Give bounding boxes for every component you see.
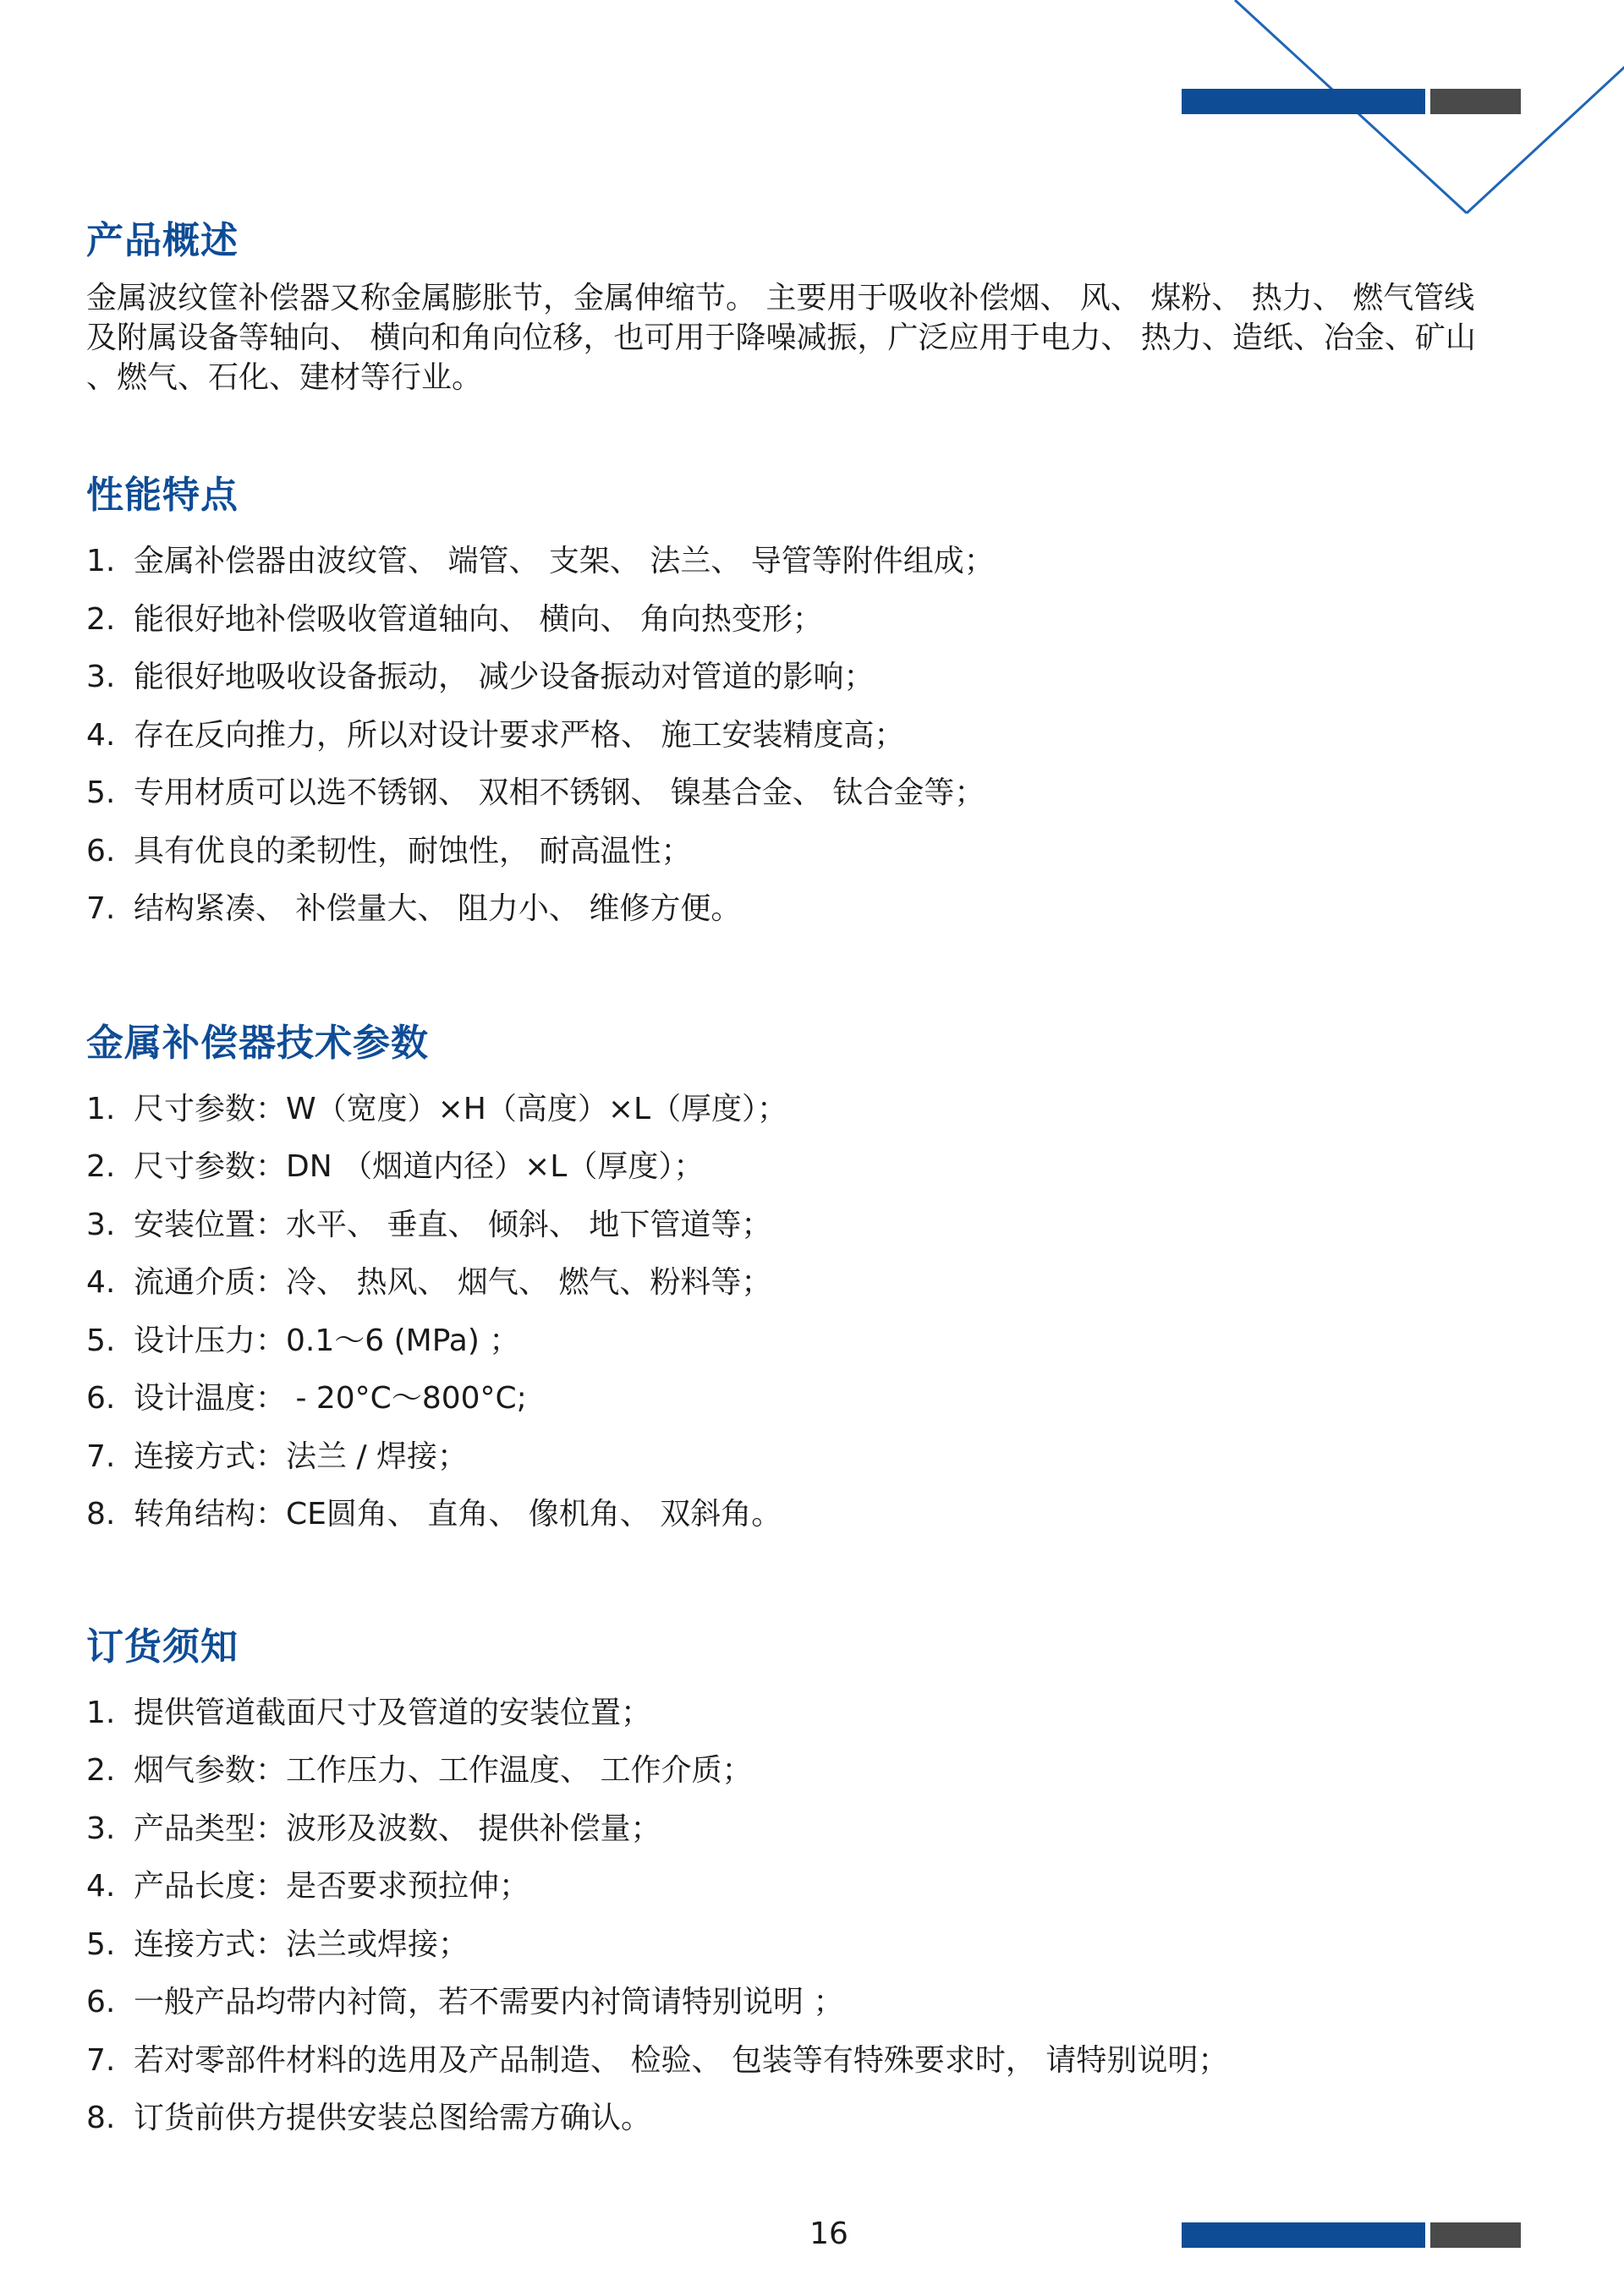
header-gray-bar <box>1430 89 1521 114</box>
section-ordering <box>86 1622 1575 2148</box>
item-text: 产品长度：是否要求预拉伸； <box>134 1869 530 1904</box>
item-number: 6. <box>86 1381 116 1416</box>
item-text: 连接方式：法兰或焊接； <box>134 1926 469 1962</box>
item-text: 安装位置：水平、 垂直、 倾斜、 地下管道等； <box>134 1207 772 1242</box>
list-item <box>86 1974 1575 2032</box>
item-number: 1. <box>86 1695 116 1730</box>
section-overview <box>86 216 1575 397</box>
item-text: 产品类型：波形及波数、 提供补偿量； <box>134 1811 661 1846</box>
list-item <box>86 1138 1575 1197</box>
list-item <box>86 1312 1575 1371</box>
page-content <box>86 216 1575 2148</box>
section-title-overview: 产品概述 <box>86 219 239 262</box>
item-text: 烟气参数：工作压力、工作温度、 工作介质； <box>134 1753 753 1788</box>
ordering-list <box>86 1685 1575 2148</box>
header-blue-bar <box>1182 89 1425 114</box>
list-item <box>86 764 1575 823</box>
list-item <box>86 1742 1575 1800</box>
item-text: 存在反向推力，所以对设计要求严格、 施工安装精度高； <box>134 717 905 753</box>
item-text: 提供管道截面尺寸及管道的安装位置； <box>134 1695 652 1730</box>
item-number: 5. <box>86 775 116 810</box>
item-text: 设计压力：0.1～6 (MPa) ； <box>134 1323 520 1358</box>
features-list <box>86 533 1575 939</box>
list-item <box>86 880 1575 939</box>
item-text: 转角结构：CE圆角、 直角、 像机角、 双斜角。 <box>134 1497 782 1532</box>
item-number: 1. <box>86 1091 116 1126</box>
list-item <box>86 2090 1575 2148</box>
list-item <box>86 1858 1575 1916</box>
page-number: 16 <box>809 2217 848 2251</box>
list-item <box>86 533 1575 591</box>
item-number: 4. <box>86 1265 116 1300</box>
header-diagonal-line-right <box>1467 66 1624 213</box>
item-number: 2. <box>86 1753 116 1788</box>
item-number: 1. <box>86 544 116 578</box>
list-item <box>86 1197 1575 1255</box>
item-text: 能很好地吸收设备振动， 减少设备振动对管道的影响； <box>134 660 875 694</box>
item-text: 金属补偿器由波纹管、 端管、 支架、 法兰、 导管等附件组成； <box>134 544 995 578</box>
section-features <box>86 470 1575 939</box>
item-number: 2. <box>86 601 116 637</box>
item-text: 结构紧凑、 补偿量大、 阻力小、 维修方便。 <box>134 891 742 926</box>
item-text: 专用材质可以选不锈钢、 双相不锈钢、 镍基合金、 钛合金等； <box>134 775 985 810</box>
list-item <box>86 1254 1575 1312</box>
item-number: 4. <box>86 717 116 753</box>
item-number: 6. <box>86 1985 116 2019</box>
item-number: 8. <box>86 2101 116 2135</box>
section-title-features: 性能特点 <box>86 474 239 517</box>
item-number: 2. <box>86 1149 116 1184</box>
overview-paragraph <box>86 278 1575 397</box>
list-item <box>86 591 1575 649</box>
item-text: 尺寸参数：W（宽度）×H（高度）×L（厚度）； <box>134 1091 788 1126</box>
item-text: 设计温度： - 20°C～800°C; <box>134 1381 527 1416</box>
item-text: 具有优良的柔韧性，耐蚀性， 耐高温性； <box>134 833 692 869</box>
list-item <box>86 823 1575 881</box>
parameters-list <box>86 1081 1575 1544</box>
section-spacer <box>86 397 1575 470</box>
list-item <box>86 1486 1575 1544</box>
section-title-ordering: 订货须知 <box>86 1625 239 1669</box>
list-item <box>86 1800 1575 1859</box>
item-number: 5. <box>86 1926 116 1962</box>
overview-line: 、燃气、石化、建材等行业。 <box>86 360 483 395</box>
list-item <box>86 1081 1575 1139</box>
item-number: 3. <box>86 1207 116 1242</box>
list-item <box>86 1916 1575 1975</box>
item-text: 能很好地补偿吸收管道轴向、 横向、 角向热变形； <box>134 601 823 637</box>
list-item <box>86 2032 1575 2091</box>
list-item <box>86 1685 1575 1743</box>
list-item <box>86 1370 1575 1428</box>
list-item <box>86 1428 1575 1487</box>
item-number: 7. <box>86 2042 116 2078</box>
item-number: 3. <box>86 660 116 694</box>
item-number: 6. <box>86 833 116 869</box>
item-text: 若对零部件材料的选用及产品制造、 检验、 包装等有特殊要求时， 请特别说明； <box>134 2042 1229 2078</box>
item-number: 5. <box>86 1323 116 1358</box>
item-text: 连接方式：法兰 / 焊接； <box>134 1438 469 1474</box>
item-text: 流通介质：冷、 热风、 烟气、 燃气、粉料等； <box>134 1265 772 1300</box>
header-decoration <box>1182 0 1624 213</box>
item-text: 订货前供方提供安装总图给需方确认。 <box>134 2101 652 2135</box>
list-item <box>86 707 1575 765</box>
section-spacer <box>86 939 1575 1018</box>
item-number: 3. <box>86 1811 116 1846</box>
item-text: 一般产品均带内衬筒，若不需要内衬筒请特别说明 ； <box>134 1985 844 2019</box>
section-parameters <box>86 1018 1575 1544</box>
overview-line: 金属波纹筐补偿器又称金属膨胀节，金属伸缩节。 主要用于吸收补偿烟、 风、 煤粉、 热力、 燃气管线 <box>86 281 1475 315</box>
item-text: 尺寸参数：DN （烟道内径）×L（厚度）； <box>134 1149 705 1184</box>
overview-line: 及附属设备等轴向、 横向和角向位移，也可用于降噪减振，广泛应用于电力、 热力、造纸、冶金、矿山 <box>86 321 1476 355</box>
item-number: 7. <box>86 891 116 926</box>
section-title-parameters: 金属补偿器技术参数 <box>86 1021 429 1065</box>
list-item <box>86 649 1575 707</box>
item-number: 4. <box>86 1869 116 1904</box>
item-number: 8. <box>86 1497 116 1532</box>
section-spacer <box>86 1544 1575 1622</box>
item-number: 7. <box>86 1438 116 1474</box>
